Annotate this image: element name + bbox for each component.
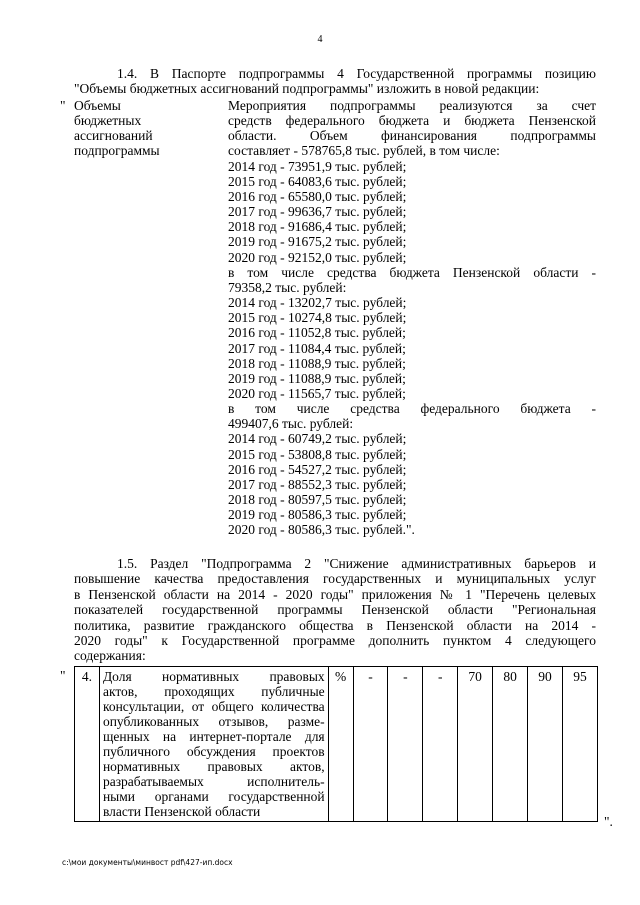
table-row [75,667,598,822]
indicator-value-cell: 90 [528,667,563,822]
indicator-name-line: публичного обсуждения проектов [102,744,325,759]
passport-label [74,98,214,159]
file-path-footer: c:\мои документы\минвост pdf\427-ип.docx [62,858,233,867]
indicator-name-line: актов, проходящих публичные [102,684,325,699]
total-year-line: 2018 год - 91686,4 тыс. рублей; [228,219,407,235]
regional-budget-line: 79358,2 тыс. рублей: [228,279,347,295]
indicator-name [99,667,328,822]
section-1-4-line: "Объемы бюджетных ассигнований подпрограммы" изложить в новой редакции: [74,81,540,97]
regional-year-line: 2016 год - 11052,8 тыс. рублей; [228,325,406,341]
passport-label-line: Объемы [74,98,121,113]
indicator-name-line: власти Пензенской области [102,804,261,819]
total-year-line: 2015 год - 64083,6 тыс. рублей; [228,173,407,189]
section-1-5-line: повышение качества предоставления государственных и муниципальных услуг [74,571,596,587]
federal-year-line: 2020 год - 80586,3 тыс. рублей.". [228,522,415,538]
passport-intro-line: Мероприятия подпрограммы реализуются за счет [228,98,596,113]
indicator-name-line: ными органами государственной [102,789,325,804]
regional-budget-line: в том числе средства бюджета Пензенской области - [228,264,596,280]
section-1-5-line: 1.5. Раздел "Подпрограмма 2 "Снижение административных барьеров и [117,556,596,571]
total-year-line: 2020 год - 92152,0 тыс. рублей; [228,249,407,265]
total-year-line: 2014 год - 73951,9 тыс. рублей; [228,158,407,174]
section-1-4-paragraph [74,66,596,97]
passport-intro-line: составляет - 578765,8 тыс. рублей, в том числе: [228,143,500,159]
passport-intro-line: области. Объем финансирования подпрограммы [228,128,596,144]
total-year-line: 2016 год - 65580,0 тыс. рублей; [228,188,407,204]
indicator-close-quote: ". [604,814,613,829]
federal-year-line: 2019 год - 80586,3 тыс. рублей; [228,507,407,523]
federal-year-line: 2015 год - 53808,8 тыс. рублей; [228,446,407,462]
indicator-name-line: щенных на интернет-портале для [102,729,325,744]
passport-intro-line: средств федерального бюджета и бюджета Пензенской [228,113,596,129]
passport-open-quote: " [60,98,66,113]
total-year-line: 2019 год - 91675,2 тыс. рублей; [228,234,407,250]
total-year-line: 2017 год - 99636,7 тыс. рублей; [228,204,407,220]
federal-year-line: 2014 год - 60749,2 тыс. рублей; [228,431,407,447]
section-1-5-line: политика, развитие гражданского общества в Пензенской области на 2014 - [74,617,596,633]
passport-label-line: ассигнований [74,128,153,144]
passport-content [228,98,596,538]
indicator-name-line: нормативных правовых актов, [102,759,325,774]
indicator-name-line: разрабатываемых исполнитель- [102,774,325,789]
federal-budget-line: 499407,6 тыс. рублей: [228,416,354,432]
indicator-name-line: Доля нормативных правовых [102,669,325,684]
passport-label-line: бюджетных [74,113,142,129]
indicator-open-quote: " [60,668,66,683]
indicator-name-line: консультации, от общего количества [102,699,325,714]
indicator-unit: % [328,667,353,822]
indicator-value-cell: 70 [458,667,493,822]
indicator-value-cell: - [423,667,458,822]
regional-year-line: 2019 год - 11088,9 тыс. рублей; [228,370,406,386]
section-1-5-line: в Пензенской области на 2014 - 2020 годы" приложения № 1 "Перечень целевых [74,586,596,602]
indicator-name-line: опубликованных отзывов, разме- [102,714,325,729]
indicator-table [74,666,598,822]
indicator-number: 4. [75,667,100,822]
indicator-value-cell: - [353,667,388,822]
indicator-value-cell: 95 [562,667,597,822]
regional-year-line: 2015 год - 10274,8 тыс. рублей; [228,310,407,326]
indicator-value-cell: 80 [493,667,528,822]
regional-year-line: 2018 год - 11088,9 тыс. рублей; [228,355,406,371]
federal-year-line: 2016 год - 54527,2 тыс. рублей; [228,461,407,477]
section-1-5-line: содержания: [74,648,146,664]
section-1-5-line: 2020 годы" к Государственной программе дополнить пунктом 4 следующего [74,633,596,649]
regional-year-line: 2017 год - 11084,4 тыс. рублей; [228,340,406,356]
regional-year-line: 2014 год - 13202,7 тыс. рублей; [228,295,407,311]
indicator-value-cell: - [388,667,423,822]
section-1-5-paragraph [74,556,596,664]
section-1-4-line: 1.4. В Паспорте подпрограммы 4 Государственной программы позицию [117,66,596,81]
federal-year-line: 2018 год - 80597,5 тыс. рублей; [228,492,407,508]
section-1-5-line: показателей государственной программы Пензенской области "Региональная [74,602,596,618]
passport-label-line: подпрограммы [74,143,160,159]
page-number: 4 [317,34,323,45]
regional-year-line: 2020 год - 11565,7 тыс. рублей; [228,385,406,401]
federal-year-line: 2017 год - 88552,3 тыс. рублей; [228,476,407,492]
federal-budget-line: в том числе средства федерального бюджета - [228,401,596,417]
